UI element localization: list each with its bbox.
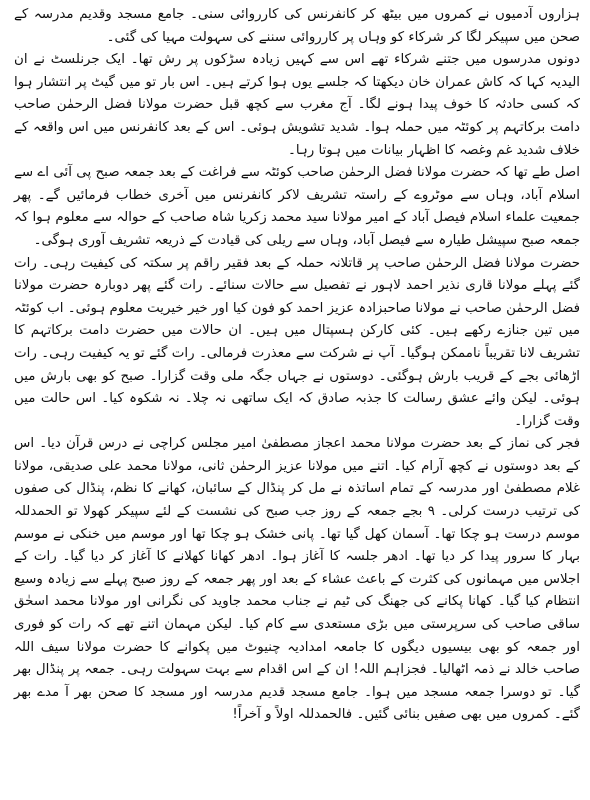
article-paragraph-3: اصل طے تھا کہ حضرت مولانا فضل الرحمٰن صاحب کوئٹہ سے فراغت کے بعد جمعہ صبح پی آئی اے سے اسلام آباد، وہاں سے موٹروے کے راستہ تشریف لاکر کانفرنس میں آخری خطاب فرمائیں گے۔ پھر جمعیت علماء اسلام فیصل آباد کے امیر مولانا سید محمد زکریا شاہ صاحب کے حوالہ سے معلوم ہوا کہ جمعہ صبح سپیشل طیارہ سے فیصل آباد، وہاں سے ریلی کی قیادت کے ذریعہ تشریف آوری ہوگی۔ [14, 165, 580, 248]
article-paragraph-1: ہزاروں آدمیوں نے کمروں میں بیٹھ کر کانفرنس کی کارروائی سنی۔ جامع مسجد وقدیم مدرسہ کے صحن میں سپیکر لگا کر شرکاء کو وہاں پر کارروائی سننے کی سہولت مہیا کی گئی۔ [14, 7, 580, 45]
article-paragraph-2: دونوں مدرسوں میں جتنے شرکاء تھے اس سے کہیں زیادہ سڑکوں پر رش تھا۔ ایک جرنلسٹ نے ان الیدیہ کہا کہ کاش عمران خان دیکھتا کہ جلسے یوں ہوا کرتے ہیں۔ اس بار تو میں گیٹ پر انتشار ہوا کہ کسی حادثہ کا خوف پیدا ہونے لگا۔ آج مغرب سے کچھ قبل حضرت مولانا فضل الرحمٰن صاحب دامت برکاتہم پر کوئٹہ میں حملہ ہوا۔ شدید تشویش ہوئی۔ اس کے بعد کانفرنس میں اس واقعہ کے خلاف شدید غم وغصہ کا اظہار بیانات میں ہوتا رہا۔ [14, 52, 580, 158]
article-paragraph-5: فجر کی نماز کے بعد حضرت مولانا محمد اعجاز مصطفیٰ امیر مجلس کراچی نے درس قرآن دیا۔ اس کے بعد دوستوں نے کچھ آرام کیا۔ اتنے میں مولانا عزیز الرحمٰن ثانی، مولانا محمد علی صدیقی، مولانا غلام مصطفیٰ اور مدرسہ کے تمام اساتذہ نے مل کر پنڈال کے سائبان، کھانے کا نظم، پنڈال کی صفوں کی ترتیب درست کرلی۔ ۹ بجے جمعہ کے روز جب صبح کی نشست کے لئے سپیکر کھولا تو الحمدللہ موسم درست ہو چکا تھا۔ آسمان کھل گیا تھا۔ پانی خشک ہو چکا تھا اور موسم میں خنکی نے موسم بہار کا سرور پیدا کر دیا تھا۔ ادھر جلسہ کا آغاز ہوا۔ ادھر کھانا کھلانے کا آغاز کر دیا گیا۔ رات کے اجلاس میں مہمانوں کی کثرت کے باعث عشاء کے بعد اور پھر جمعہ کے روز صبح پہلے سے زیادہ وسیع انتظام کیا گیا۔ کھانا پکانے کی جھنگ کی ٹیم نے جناب محمد جاوید کی نگرانی اور مولانا محمد اسحٰق ساقی صاحب کی سرپرستی میں بڑی مستعدی سے کام کیا۔ لیکن مہمان اتنے تھے کہ رات کو فوری اور جمعہ کو بھی بیسیوں دیگوں کا جامعہ امدادیہ چنیوٹ میں پکوانے کا حضرت مولانا سیف اللہ صاحب خالد نے ذمہ اٹھالیا۔ فجزاہم اللہ! ان کے اس اقدام سے بہت سہولت رہی۔ جمعہ پر پنڈال بھر گیا۔ تو دوسرا جمعہ مسجد میں ہوا۔ جامع مسجد قدیم مدرسہ اور مسجد کا صحن بھر آ مدے بھر گئے۔ کمروں میں بھی صفیں بنائی گئیں۔ فالحمدللہ اولاً و آخراً! [14, 436, 580, 723]
article-paragraph-4: حضرت مولانا فضل الرحمٰن صاحب پر قاتلانہ حملہ کے بعد فقیر راقم پر سکتہ کی کیفیت رہی۔ رات گئے پہلے مولانا قاری نذیر احمد لاہور نے تفصیل سے حالات سنائے۔ رات گئے پھر دوبارہ حضرت مولانا فضل الرحمٰن صاحب نے مولانا صاحبزادہ عزیز احمد کو فون کیا اور خیر خیریت معلوم ہوئی۔ اب کوئٹہ میں تین جنازے رکھے ہیں۔ کئی کارکن ہسپتال میں ہیں۔ ان حالات میں حضرت دامت برکاتہم کا تشریف لانا تقریباً ناممکن ہوگیا۔ آپ نے شرکت سے معذرت فرمالی۔ رات گئے تو یہ کیفیت رہی۔ رات اڑھائی بجے کے قریب بارش ہوگئی۔ دوستوں نے جہاں جگہ ملی وقت گزارا۔ صبح کو بھی بارش میں ہوئی۔ لیکن وائے عشق رسالت کا جذبہ صادق کہ ایک ساتھی نہ چلا۔ نہ شکوہ کیا۔ اس حالت میں وقت گزارا۔ [14, 255, 580, 429]
